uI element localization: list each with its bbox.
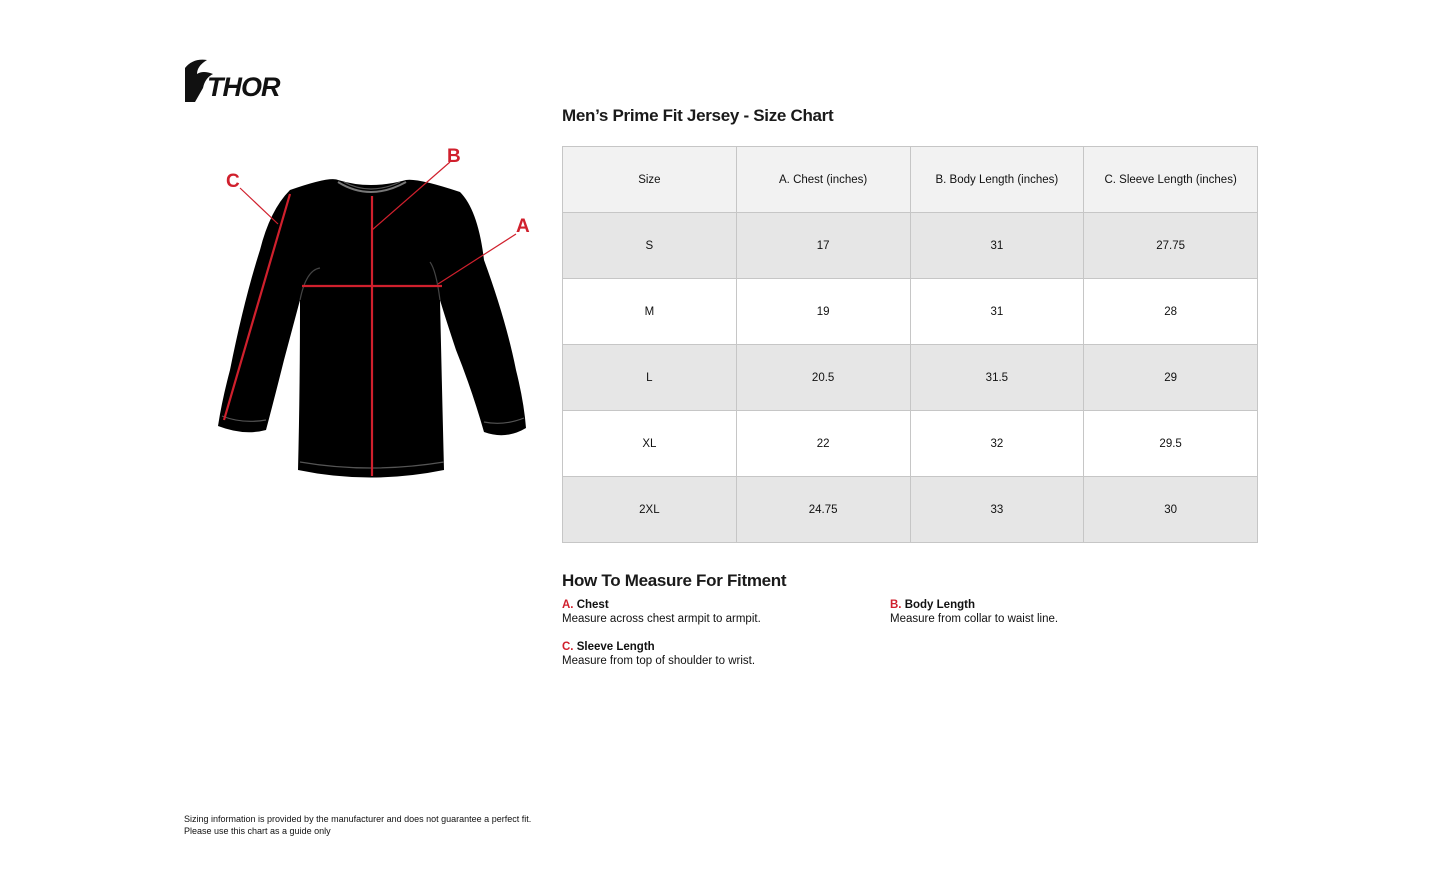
cell-chest: 24.75 [736,477,910,543]
size-chart-table [562,146,1258,543]
measure-letter: C. [562,641,574,653]
table-row [563,477,1258,543]
cell-body-length: 31 [910,279,1084,345]
measure-item-header [562,640,755,654]
header-sleeve-length: C. Sleeve Length (inches) [1084,147,1258,213]
measure-description: Measure from collar to waist line. [890,613,1059,625]
cell-chest: 20.5 [736,345,910,411]
jersey-diagram [210,140,540,485]
label-b: B [447,146,461,167]
page-title: Men’s Prime Fit Jersey - Size Chart [562,106,834,125]
cell-chest: 17 [736,213,910,279]
cell-chest: 22 [736,411,910,477]
leader-line-c [240,188,278,224]
table-row [563,345,1258,411]
cell-body-length: 31.5 [910,345,1084,411]
disclaimer-line-1: Sizing information is provided by the manufacturer and does not guarantee a perfect fit. [184,814,532,824]
table-header-row [563,147,1258,213]
cell-body-length: 32 [910,411,1084,477]
measure-name: Chest [576,599,609,611]
measure-item-body-length [890,598,1058,626]
cell-size: XL [563,411,737,477]
thor-logo [183,58,323,104]
label-a: A [516,216,530,237]
table-row [563,213,1258,279]
measure-item-chest [562,598,761,626]
disclaimer-line-2: Please use this chart as a guide only [184,826,331,836]
cell-size: L [563,345,737,411]
table-row [563,279,1258,345]
measure-description: Measure from top of shoulder to wrist. [562,655,756,667]
measure-item-header [562,598,761,612]
disclaimer [184,813,531,837]
header-chest: A. Chest (inches) [736,147,910,213]
measure-name: Sleeve Length [576,641,655,653]
logo-wordmark: THOR [207,72,280,102]
cell-body-length: 31 [910,213,1084,279]
cell-sleeve-length: 27.75 [1084,213,1258,279]
measure-item-header [890,598,1058,612]
cell-size: S [563,213,737,279]
cell-size: 2XL [563,477,737,543]
label-c: C [226,171,240,192]
measure-item-sleeve-length [562,640,755,668]
table-row [563,411,1258,477]
cell-body-length: 33 [910,477,1084,543]
measure-section-title: How To Measure For Fitment [562,571,787,590]
cell-chest: 19 [736,279,910,345]
cell-sleeve-length: 30 [1084,477,1258,543]
cell-sleeve-length: 29.5 [1084,411,1258,477]
cell-sleeve-length: 29 [1084,345,1258,411]
measure-name: Body Length [904,599,975,611]
header-body-length: B. Body Length (inches) [910,147,1084,213]
measure-description: Measure across chest armpit to armpit. [562,613,761,625]
measure-letter: A. [562,599,574,611]
measure-letter: B. [890,599,902,611]
header-size: Size [563,147,737,213]
cell-size: M [563,279,737,345]
cell-sleeve-length: 28 [1084,279,1258,345]
